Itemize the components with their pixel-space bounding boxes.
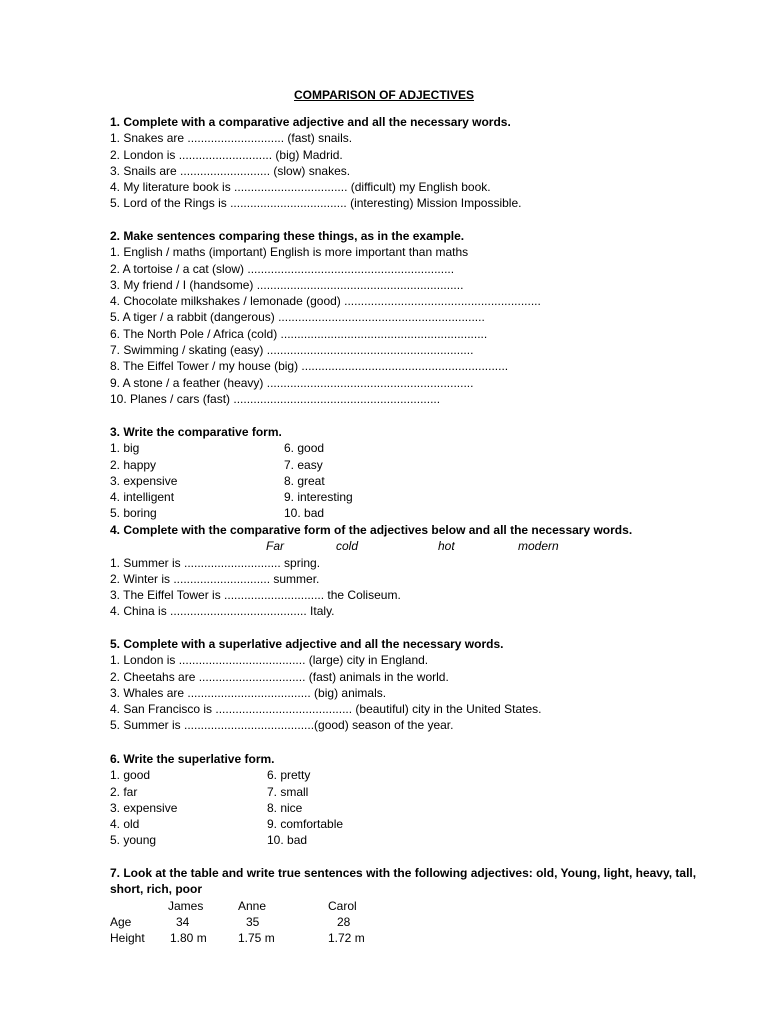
superlative-word: 6. pretty bbox=[267, 768, 311, 783]
section-2-item: 8. The Eiffel Tower / my house (big) .............................................................. bbox=[110, 359, 509, 374]
section-2-item: 9. A stone / a feather (heavy) .............................................................. bbox=[110, 375, 474, 390]
comparative-word: 3. expensive bbox=[110, 473, 178, 488]
section-2-item: 7. Swimming / skating (easy) .............................................................. bbox=[110, 343, 474, 358]
comparative-word: 7. easy bbox=[284, 457, 323, 472]
table-cell: 34 bbox=[176, 914, 190, 929]
section-4-heading: 4. Complete with the comparative form of the adjectives below and all the necessary words. bbox=[110, 523, 633, 537]
superlative-word: 1. good bbox=[110, 768, 151, 783]
superlative-row bbox=[110, 767, 750, 783]
section-3-heading: 3. Write the comparative form. bbox=[110, 425, 282, 439]
adjective-word: hot bbox=[438, 539, 455, 554]
section-2-item: 5. A tiger / a rabbit (dangerous) .............................................................. bbox=[110, 310, 485, 325]
superlative-word: 3. expensive bbox=[110, 800, 178, 815]
table-row-label: Age bbox=[110, 914, 132, 929]
section-5-heading: 5. Complete with a superlative adjective and all the necessary words. bbox=[110, 637, 504, 651]
table-header-row bbox=[110, 898, 730, 914]
section-6-heading: 6. Write the superlative form. bbox=[110, 752, 275, 766]
table-cell: 1.80 m bbox=[170, 931, 207, 946]
section-5-item: 3. Whales are ..................................... (big) animals. bbox=[110, 685, 387, 700]
section-1 bbox=[110, 114, 750, 212]
section-2-heading: 2. Make sentences comparing these things, as in the example. bbox=[110, 229, 465, 243]
comparative-row bbox=[110, 505, 750, 521]
adjective-word: cold bbox=[336, 539, 359, 554]
section-2 bbox=[110, 228, 750, 407]
adjective-word: modern bbox=[518, 539, 559, 554]
superlative-row bbox=[110, 816, 750, 832]
comparative-word: 1. big bbox=[110, 441, 140, 456]
section-4-item: 2. Winter is ............................. summer. bbox=[110, 571, 320, 586]
section-5-item: 1. London is ...................................... (large) city in England. bbox=[110, 653, 429, 668]
section-4-item: 1. Summer is ............................. spring. bbox=[110, 555, 321, 570]
superlative-word: 9. comfortable bbox=[267, 817, 344, 832]
section-5-item: 5. Summer is .......................................(good) season of the year. bbox=[110, 718, 454, 733]
section-7-heading: 7. Look at the table and write true sentences with the following adjectives: old, Young, light, heavy, tall, short, rich, poor bbox=[110, 866, 697, 897]
comparative-word: 10. bad bbox=[284, 506, 325, 521]
comparative-word: 4. intelligent bbox=[110, 490, 175, 505]
superlative-row bbox=[110, 832, 750, 848]
worksheet-title: COMPARISON OF ADJECTIVES bbox=[293, 88, 475, 102]
superlative-word: 10. bad bbox=[267, 833, 308, 848]
section-4 bbox=[110, 522, 750, 620]
superlative-word: 8. nice bbox=[267, 800, 303, 815]
section-1-heading: 1. Complete with a comparative adjective and all the necessary words. bbox=[110, 115, 511, 129]
adjective-list bbox=[110, 538, 750, 554]
comparative-row bbox=[110, 457, 750, 473]
section-5-item: 2. Cheetahs are ................................ (fast) animals in the world. bbox=[110, 669, 449, 684]
section-1-item: 5. Lord of the Rings is ................................... (interesting) Mission Impossible. bbox=[110, 196, 522, 211]
table-row-age bbox=[110, 914, 730, 930]
table-cell: 1.72 m bbox=[328, 931, 365, 946]
section-1-item: 4. My literature book is .................................. (difficult) my English book. bbox=[110, 180, 491, 195]
comparative-row bbox=[110, 473, 750, 489]
table-name-carol: Carol bbox=[328, 898, 357, 913]
section-7 bbox=[110, 865, 730, 946]
section-4-item: 3. The Eiffel Tower is .............................. the Coliseum. bbox=[110, 588, 401, 603]
section-1-item: 2. London is ............................ (big) Madrid. bbox=[110, 147, 343, 162]
section-2-item: 3. My friend / I (handsome) .............................................................. bbox=[110, 277, 464, 292]
adjective-word: Far bbox=[266, 539, 284, 554]
table-name-anne: Anne bbox=[238, 898, 267, 913]
table-row-label: Height bbox=[110, 931, 145, 946]
superlative-word: 5. young bbox=[110, 833, 157, 848]
comparative-row bbox=[110, 440, 750, 456]
comparative-row bbox=[110, 489, 750, 505]
superlative-row bbox=[110, 784, 750, 800]
section-2-item: 2. A tortoise / a cat (slow) .............................................................. bbox=[110, 261, 455, 276]
section-2-item: 6. The North Pole / Africa (cold) .............................................................. bbox=[110, 326, 488, 341]
section-2-item: 4. Chocolate milkshakes / lemonade (good) ........................................................... bbox=[110, 294, 541, 309]
section-3 bbox=[110, 424, 750, 522]
section-5-item: 4. San Francisco is ......................................... (beautiful) city in the United States. bbox=[110, 702, 542, 717]
section-5 bbox=[110, 636, 750, 734]
superlative-word: 2. far bbox=[110, 784, 138, 799]
superlative-word: 7. small bbox=[267, 784, 309, 799]
superlative-word: 4. old bbox=[110, 817, 140, 832]
superlative-row bbox=[110, 800, 750, 816]
comparative-word: 5. boring bbox=[110, 506, 157, 521]
comparative-word: 2. happy bbox=[110, 457, 157, 472]
section-2-item: 1. English / maths (important) English is more important than maths bbox=[110, 245, 469, 260]
section-1-item: 1. Snakes are ............................. (fast) snails. bbox=[110, 131, 353, 146]
section-2-item: 10. Planes / cars (fast) .............................................................. bbox=[110, 391, 441, 406]
table-cell: 1.75 m bbox=[238, 931, 275, 946]
comparative-word: 9. interesting bbox=[284, 490, 353, 505]
section-6 bbox=[110, 751, 750, 849]
table-name-james: James bbox=[168, 898, 204, 913]
comparative-word: 6. good bbox=[284, 441, 325, 456]
table-cell: 28 bbox=[337, 914, 351, 929]
comparative-word: 8. great bbox=[284, 473, 325, 488]
section-4-item: 4. China is ......................................... Italy. bbox=[110, 604, 335, 619]
section-1-item: 3. Snails are ........................... (slow) snakes. bbox=[110, 163, 351, 178]
table-row-height bbox=[110, 930, 730, 946]
table-cell: 35 bbox=[246, 914, 260, 929]
